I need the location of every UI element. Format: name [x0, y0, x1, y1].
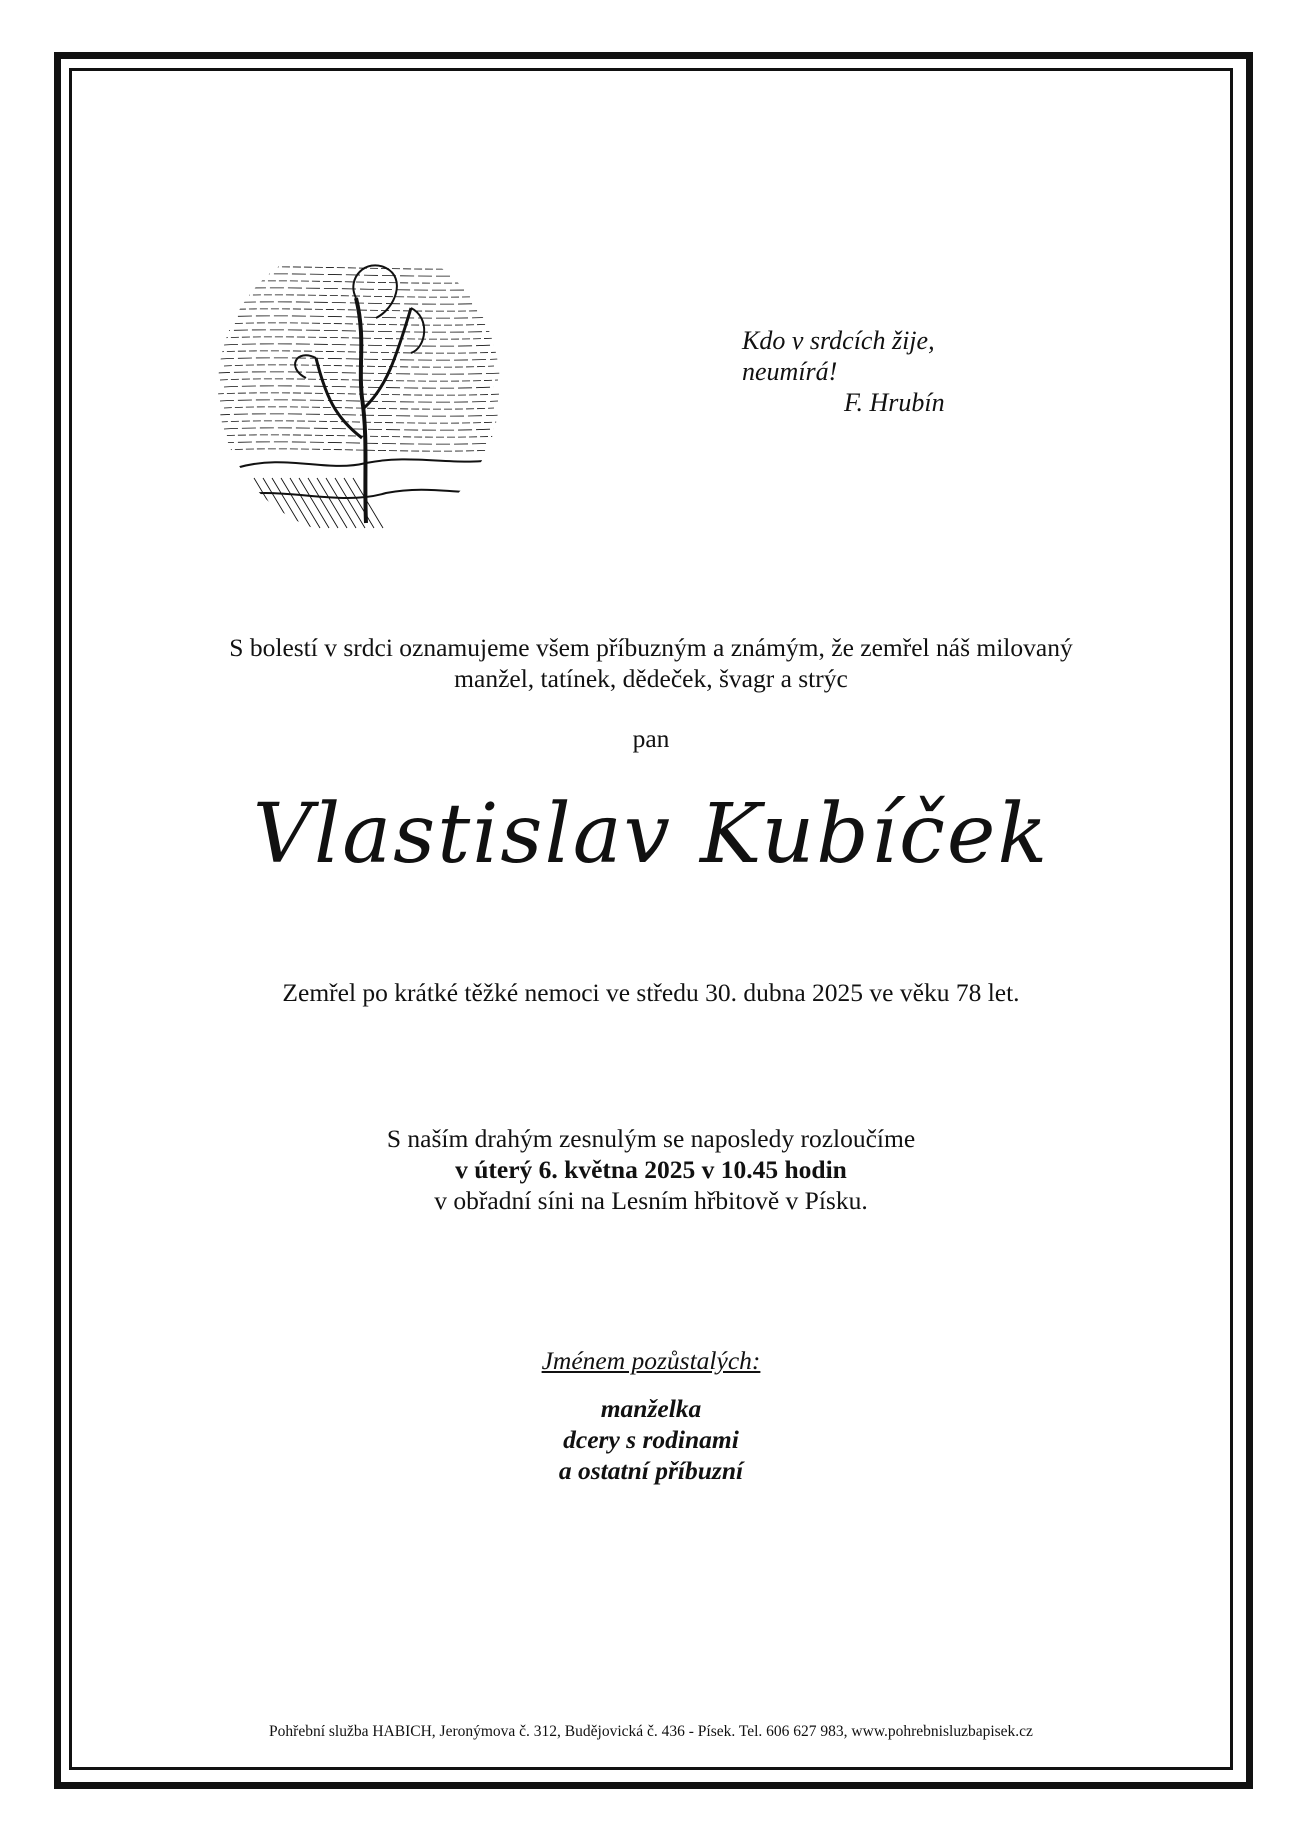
signature-item: dcery s rodinami	[563, 1425, 739, 1454]
quote-line-2: neumírá!	[742, 357, 838, 386]
quote-author: F. Hrubín	[844, 388, 945, 417]
farewell-info	[69, 1123, 1233, 1216]
announcement-line-2: manžel, tatínek, dědeček, švagr a strýc	[454, 664, 848, 693]
farewell-datetime: v úterý 6. května 2025 v 10.45 hodin	[455, 1155, 847, 1184]
signature-item: manželka	[600, 1394, 702, 1423]
signatures-label: Jménem pozůstalých:	[541, 1346, 761, 1375]
quote-line-1: Kdo v srdcích žije,	[742, 326, 935, 355]
signatures-list	[69, 1393, 1233, 1486]
funeral-service-footer: Pohřební služba HABICH, Jeronýmova č. 312, Budějovická č. 436 - Písek. Tel. 606 627 983, www.pohrebnisluzbapisek.cz	[269, 1723, 1033, 1740]
signature-item: a ostatní příbuzní	[558, 1456, 744, 1485]
deceased-name: Vlastislav Kubíček	[252, 787, 1050, 882]
death-info: Zemřel po krátké těžké nemoci ve středu 30. dubna 2025 ve věku 78 let.	[282, 978, 1020, 1007]
quote	[742, 325, 1002, 418]
honorific: pan	[632, 724, 670, 753]
farewell-place: v obřadní síni na Lesním hřbitově v Písku.	[434, 1186, 868, 1215]
announcement-text	[69, 632, 1233, 694]
tree-landscape-illustration	[216, 238, 502, 538]
announcement-line-1: S bolestí v srdci oznamujeme všem příbuzným a známým, že zemřel náš milovaný	[229, 633, 1073, 662]
farewell-line-1: S naším drahým zesnulým se naposledy rozloučíme	[386, 1124, 916, 1153]
